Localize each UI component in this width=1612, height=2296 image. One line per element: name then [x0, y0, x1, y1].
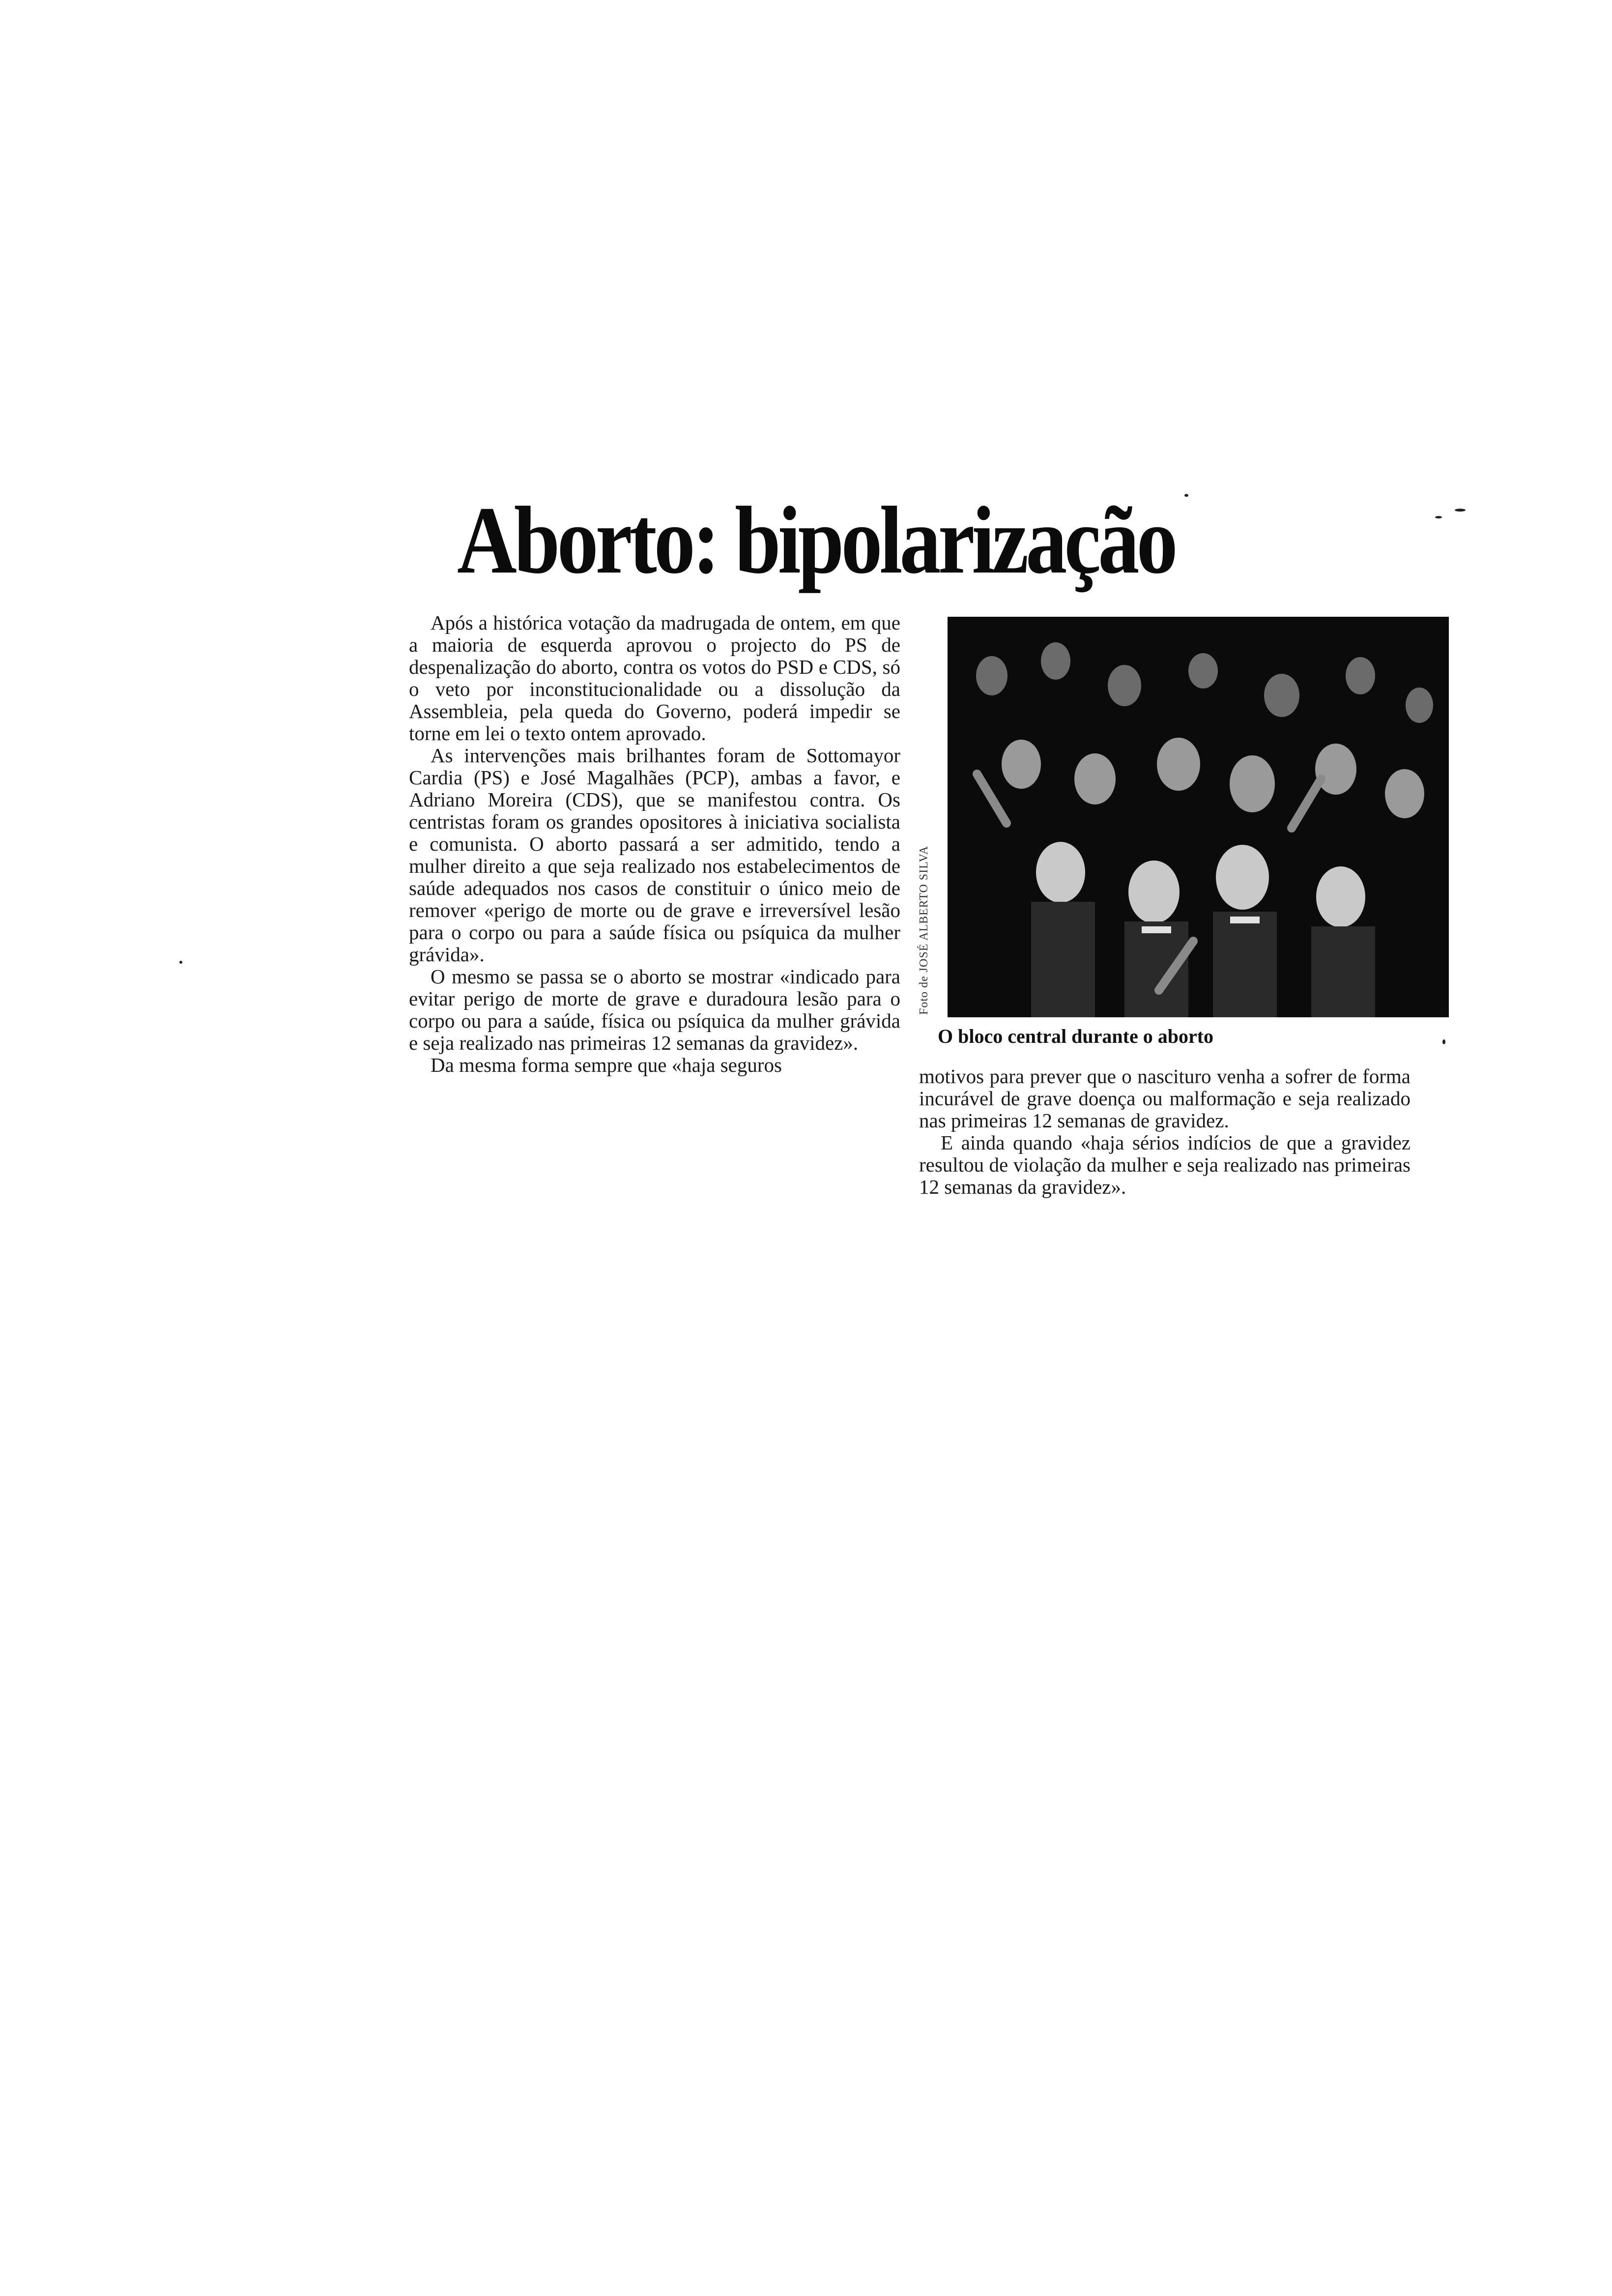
- crowd-photo-graphic: [948, 617, 1449, 1017]
- scan-speck: [1184, 494, 1188, 497]
- photo-credit: Foto de JOSÉ ALBERTO SILVA: [918, 845, 930, 1015]
- article-column-left: [409, 612, 900, 1076]
- headline: Aborto: bipolarização: [457, 487, 1175, 594]
- article-paragraph: Da mesma forma sempre que «haja seguros: [431, 1054, 782, 1076]
- article-column-right: [919, 1065, 1410, 1198]
- article-paragraph: O mesmo se passa se o aborto se mostrar «indicado para evitar perigo de morte de grave e duradoura lesão para o corpo ou para a saúde, física ou psíquica da mulher grávida e seja realizado nas primeiras 12 semanas da gravidez».: [409, 965, 900, 1054]
- photo-caption: O bloco central durante o aborto: [938, 1025, 1214, 1047]
- scan-speck: [1442, 1039, 1445, 1044]
- news-photo: [948, 617, 1449, 1017]
- article-paragraph: E ainda quando «haja sérios indícios de que a gravidez resultou de violação da mulher e seja realizado nas primeiras 12 semanas da gravidez».: [919, 1131, 1410, 1198]
- article-paragraph: Após a histórica votação da madrugada de ontem, em que a maioria de esquerda aprovou o projecto do PS de despenalização do aborto, contra os votos do PSD e CDS, só o veto por inconstitucionalidade ou a dissolução da Assembleia, pela queda do Governo, poderá impedir se torne em lei o texto ontem aprovado.: [409, 611, 900, 745]
- scan-speck: [179, 961, 182, 964]
- article-paragraph: motivos para prever que o nascituro venha a sofrer de forma incurável de grave doença ou malformação e seja realizado nas primeiras 12 semanas de gravidez.: [919, 1065, 1410, 1132]
- article-paragraph: As intervenções mais brilhantes foram de Sottomayor Cardia (PS) e José Magalhães (PCP), ambas a favor, e Adriano Moreira (CDS), que se manifestou contra. Os centristas foram os grandes opositores à iniciativa socialista e comunista. O aborto passará a ser admitido, tendo a mulher direito a que seja realizado nos estabelecimentos de saúde adequados nos casos de constituir o único meio de remover «perigo de morte ou de grave e irreversível lesão para o corpo ou para a saúde física ou psíquica da mulher grávida».: [409, 744, 900, 966]
- scan-speck: [1435, 516, 1442, 518]
- scan-speck: [1455, 509, 1466, 512]
